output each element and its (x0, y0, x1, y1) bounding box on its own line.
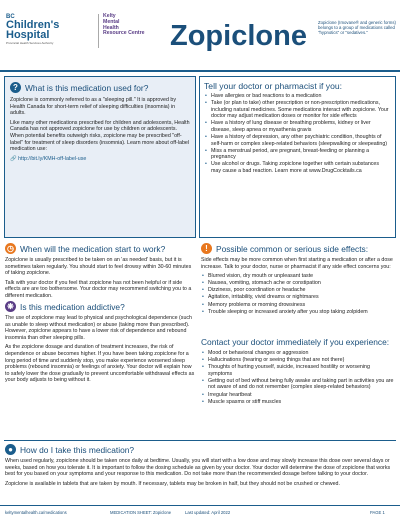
kelty-text-1: Kelty (103, 13, 116, 19)
start-work-p1: Zopiclone is usually prescribed to be taken on an 'as needed' basis, but it is sometimes taken regularly. You should start to feel drowsy within 30-60 minutes of taking zopiclone. (5, 257, 192, 277)
contact-doctor-item: • Irregular heartbeat (208, 392, 394, 399)
used-for-p2: Like many other medications prescribed for children and adolescents, Health Canada has not approved zopiclone for use by children or adolescents. When potential benefits outweigh risks, zopiclone may be prescribed "off-label" for treatment of sleep disorders (insomnia). Learn more about off-label medication use: (10, 119, 190, 153)
side-effect-item: • Trouble sleeping or increased anxiety after you stop taking zolpidem (208, 309, 394, 316)
footer-page: PAGE 1 (370, 510, 385, 515)
addictive-p1: The use of zopiclone may lead to physical and psychological dependence (such as unable to sleep without medication) or abuse (taking more than prescribed). However, zopiclone appears to have a lower risk of dependence and rebound insomnia than other sleeping pills. (5, 315, 192, 341)
tell-doctor-item: • Use alcohol or drugs. Taking zopiclone together with certain substances may cause a bad reaction. Learn more at www.DrugCocktails.ca (211, 161, 390, 174)
addictive-heading: Is this medication addictive? (20, 302, 125, 312)
contact-doctor-item: • Hallucinations (hearing or seeing things that are not there) (208, 357, 394, 364)
addictive-icon: ❋ (5, 301, 16, 312)
contact-doctor-item: • Getting out of bed without being fully awake and taking part in activities you are not aware of and do not remember (complex sleep-related behaviors) (208, 378, 394, 391)
side-effect-item: • Agitation, irritability, vivid dreams or nightmares (208, 294, 394, 301)
side-effects-heading: Possible common or serious side effects: (216, 244, 369, 254)
page-footer (0, 505, 400, 521)
side-effect-item: • Memory problems or morning drowsiness (208, 302, 394, 309)
used-for-box (4, 76, 196, 238)
used-for-text: Zopiclone is commonly referred to as a "sleeping pill." It is approved by Health Canada for short-term relief of sleeping difficulties (insomnia) in adults. Like many other medications prescribed for children and adolescents, Health Canada has not approved zopiclone for use by children or adolescents. When potential benefits outweigh risks, zopiclone may be prescribed "off-label" for treatment of sleep disorders (insomnia). Learn more about off-label medication use: 🔗 http://bit.ly/KMH-off-label-use (10, 97, 190, 162)
tell-doctor-list (204, 93, 390, 175)
logo-text-hospital: Hospital (6, 29, 50, 41)
kelty-logo (98, 14, 173, 48)
tell-doctor-item: • Have allergies or bad reactions to a medication (211, 93, 390, 100)
contact-doctor-heading: Contact your doctor immediately if you experience: (201, 337, 390, 347)
how-take-p1: When used regularly, zopiclone should be taken once daily at bedtime. Usually, you will start with a low dose and may slowly increase this dose over several days or weeks, based on how you tolerate it. It is important to follow the dosing schedule as given by your doctor. Your doctor will determine the dose of zopiclone that works best for you based on your symptoms and your response to this medication. Do not take more than the recommended dosage before talking to your doctor. (5, 458, 391, 478)
addictive-text (5, 315, 195, 387)
kelty-text-4: Resource Centre (103, 30, 145, 37)
side-effect-item: • Blurred vision, dry mouth or unpleasant taste (208, 273, 394, 280)
footer-sheet: MEDICATION SHEET: Zopiclone (110, 510, 172, 515)
question-icon: ? (10, 82, 21, 93)
how-take-p2: Zopiclone is available in tablets that are taken by mouth. If necessary, tablets may be broken in half, but they should not be crushed or chewed. (5, 480, 340, 487)
clock-icon: ◷ (5, 243, 16, 254)
addictive-p2: As the zopiclone dosage and duration of treatment increases, the risk of dependence or abuse becomes higher. If you have been taking zopiclone for a long period of time and suddenly stop, you make experience worsened sleep problems (rebound insomnia) or feelings of anxiety. Your doctor will explain how to safely lower the dose gradually to prevent uncomfortable withdrawal effects as your body adjusts to being without it. (5, 344, 195, 384)
contact-doctor-item: • Thoughts of hurting yourself, suicide, increased hostility or worsening symptoms (208, 364, 394, 377)
logo-text-phsa: Provincial Health Services Authority (6, 41, 54, 45)
bc-childrens-logo (6, 14, 98, 48)
side-effect-item: • Dizziness, poor coordination or headache (208, 287, 394, 294)
tell-doctor-item: • Have a history of depression, any other psychiatric condition, thoughts of self-harm or complex sleep-related behaviors (sleepwalking or sleepeating) (211, 134, 390, 147)
pill-icon: ● (5, 444, 16, 455)
kelty-text-3: Health (103, 24, 119, 31)
start-work-text (5, 257, 195, 303)
tell-doctor-box (199, 76, 396, 238)
tell-doctor-item: • Take (or plan to take) other prescription or non-prescription medications, including natural medicines. Some medications interact with zopiclone. Your doctor may adjust medication doses or monitor for side effects (211, 100, 390, 120)
used-for-heading: What is this medication used for? (25, 83, 149, 93)
section-divider (4, 440, 396, 441)
page-tagline: Zopiclone (Imovane® and generic forms) belongs to a group of medications called "hypnotics" or "sedatives." (318, 20, 396, 35)
contact-doctor-text (201, 350, 394, 406)
start-work-p2: Talk with your doctor if you feel that zopiclone has not been helpful or if side effects are are too bothersome. Your doctor may recommend switching you to a different medication. (5, 279, 192, 299)
kelty-text-2: Mental (103, 18, 120, 25)
logo-text-childrens: Children's (6, 19, 60, 31)
how-take-heading: How do I take this medication? (20, 445, 135, 455)
footer-site[interactable]: keltymentalhealth.ca/medications (5, 510, 67, 515)
tell-doctor-item: • Miss a menstrual period, are pregnant, breast-feeding or planning a pregnancy (211, 148, 390, 161)
how-take-text (5, 458, 395, 490)
page-header (0, 0, 400, 72)
used-for-p1: Zopiclone is commonly referred to as a "sleeping pill." It is approved by Health Canada for short-term relief of sleeping difficulties (insomnia) in adults. (10, 97, 176, 117)
side-effects-intro: Side effects may be more common when first starting a medication or after a dose increase. Talk to your doctor, nurse or pharmacist if any side effect concerns you: (201, 257, 393, 270)
contact-doctor-item: • Muscle spasms or stiff muscles (208, 399, 394, 406)
side-effects-text (201, 257, 394, 316)
tell-doctor-item: • Have a history of lung disease or breathing problems, kidney or liver disease, sleep apnea or myasthenia gravis (211, 120, 390, 133)
tell-doctor-heading: Tell your doctor or pharmacist if you: (204, 81, 343, 91)
off-label-link[interactable]: http://bit.ly/KMH-off-label-use (18, 155, 87, 162)
side-effect-item: • Nausea, vomiting, stomach ache or constipation (208, 280, 394, 287)
start-work-heading: When will the medication start to work? (20, 244, 166, 254)
logo-text-bc: BC (6, 14, 15, 20)
footer-updated: Last updated: April 2022 (185, 510, 231, 515)
warning-icon: ! (201, 243, 212, 254)
contact-doctor-item: • Mood or behavioral changes or aggression (208, 350, 394, 357)
page-title: Zopiclone (170, 20, 307, 52)
